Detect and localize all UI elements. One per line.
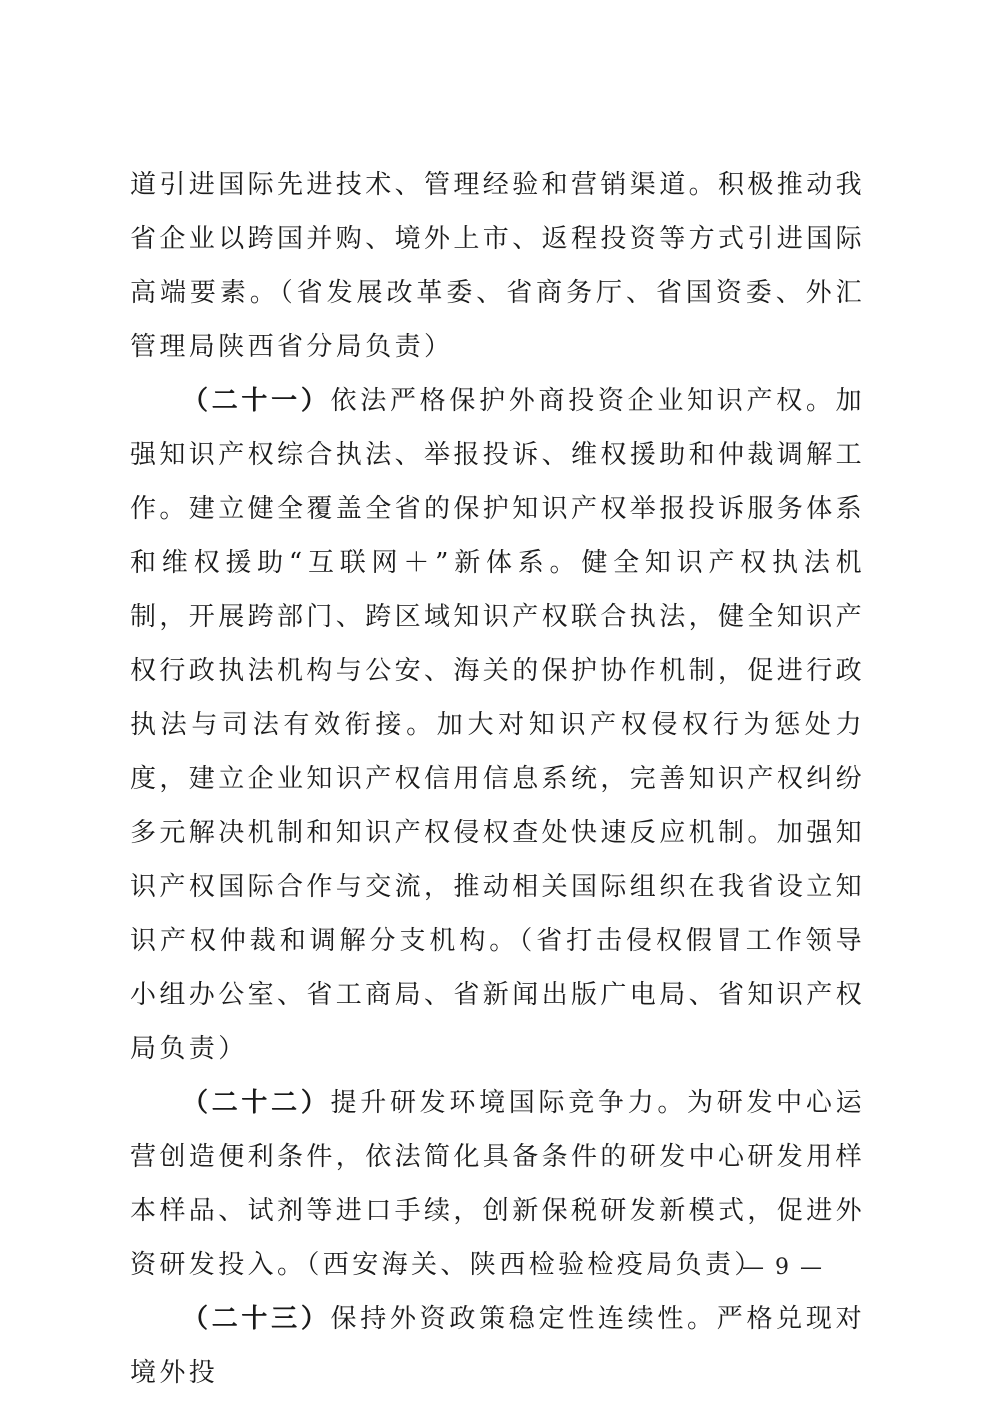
paragraph-text: 道引进国际先进技术、管理经验和营销渠道。积极推动我省企业以跨国并购、境外上市、返程投资等方式引进国际高端要素。（省发展改革委、省商务厅、省国资委、外汇管理局陕西省分局负责） [130,170,866,362]
paragraph-text: 提升研发环境国际竞争力。为研发中心运营创造便利条件，依法简化具备条件的研发中心研发用样本样品、试剂等进口手续，创新保税研发新模式，促进外资研发投入。（西安海关、陕西检验检疫局负责） [130,1088,866,1280]
paragraph-item-23 [130,1292,865,1400]
page-number: — 9 — [742,1255,824,1280]
paragraph-continuation [130,158,865,374]
paragraph-text: 依法严格保护外商投资企业知识产权。加强知识产权综合执法、举报投诉、维权援助和仲裁调解工作。建立健全覆盖全省的保护知识产权举报投诉服务体系和维权援助“互联网＋”新体系。健全知识产权执法机制，开展跨部门、跨区域知识产权联合执法，健全知识产权行政执法机构与公安、海关的保护协作机制，促进行政执法与司法有效衔接。加大对知识产权侵权行为惩处力度，建立企业知识产权信用信息系统，完善知识产权纠纷多元解决机制和知识产权侵权查处快速反应机制。加强知识产权国际合作与交流，推动相关国际组织在我省设立知识产权仲裁和调解分支机构。（省打击侵权假冒工作领导小组办公室、省工商局、省新闻出版广电局、省知识产权局负责） [130,386,866,1064]
item-number-22: （二十二） [182,1088,331,1118]
paragraph-text: 保持外资政策稳定性连续性。严格兑现对境外投 [130,1304,865,1388]
paragraph-item-21 [130,374,865,1076]
item-number-21: （二十一） [182,386,331,416]
item-number-23: （二十三） [182,1304,331,1334]
document-body [130,158,865,1400]
